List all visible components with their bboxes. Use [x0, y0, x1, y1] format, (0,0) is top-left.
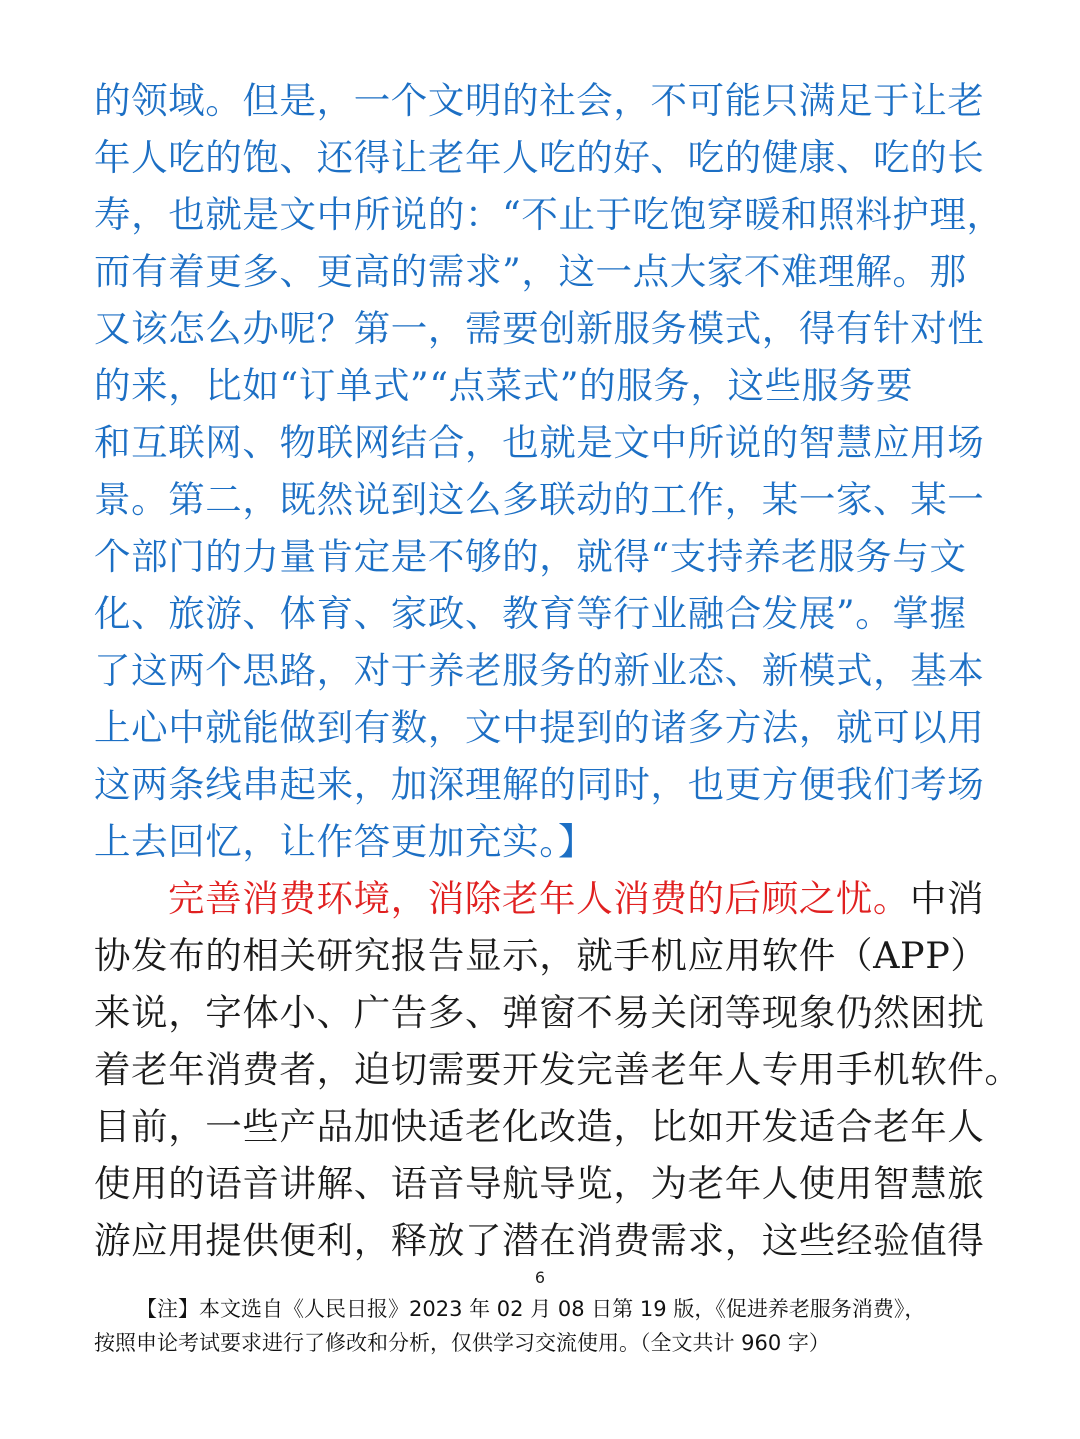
body-line: 着老年消费者，迫切需要开发完善老年人专用手机软件。 [94, 1048, 1022, 1091]
analysis-line: 了这两个思路，对于养老服务的新业态、新模式，基本 [94, 649, 985, 692]
body-first-line-rest: 中消 [910, 877, 985, 920]
body-line: 来说，字体小、广告多、弹窗不易关闭等现象仍然困扰 [94, 991, 985, 1034]
analysis-line: 的领域。但是，一个文明的社会，不可能只满足于让老 [94, 79, 985, 122]
analysis-line: 上心中就能做到有数，文中提到的诸多方法，就可以用 [94, 706, 985, 749]
body-line: 使用的语音讲解、语音导航导览，为老年人使用智慧旅 [94, 1162, 985, 1205]
analysis-line: 寿，也就是文中所说的：“不止于吃饱穿暖和照料护理， [94, 193, 1004, 236]
body-line: 游应用提供便利，释放了潜在消费需求，这些经验值得 [94, 1219, 985, 1262]
page-number: 6 [534, 1268, 546, 1287]
body-first-line [94, 870, 988, 927]
analysis-line: 上去回忆，让作答更加充实。】 [94, 820, 596, 863]
analysis-line: 这两条线串起来，加深理解的同时，也更方便我们考场 [94, 763, 985, 806]
body-line: 目前，一些产品加快适老化改造，比如开发适合老年人 [94, 1105, 985, 1148]
highlight-heading: 完善消费环境，消除老年人消费的后顾之忧。 [168, 877, 910, 920]
body-paragraph [94, 870, 1022, 1269]
page-content [94, 72, 1022, 1269]
footnote-line: 按照申论考试要求进行了修改和分析，仅供学习交流使用。（全文共计 960 字） [94, 1331, 830, 1355]
analysis-line: 和互联网、物联网结合，也就是文中所说的智慧应用场 [94, 421, 985, 464]
body-line: 协发布的相关研究报告显示，就手机应用软件（APP） [94, 934, 988, 977]
analysis-line: 而有着更多、更高的需求”，这一点大家不难理解。那 [94, 250, 967, 293]
analysis-line: 的来，比如“订单式”“点菜式”的服务，这些服务要 [94, 364, 914, 407]
analysis-line: 又该怎么办呢？第一，需要创新服务模式，得有针对性 [94, 307, 985, 350]
footnote [94, 1292, 1014, 1360]
analysis-line: 景。第二，既然说到这么多联动的工作，某一家、某一 [94, 478, 985, 521]
analysis-paragraph [94, 72, 1004, 870]
analysis-line: 年人吃的饱、还得让老年人吃的好、吃的健康、吃的长 [94, 136, 985, 179]
footnote-line: 【注】本文选自《人民日报》2023 年 02 月 08 日第 19 版，《促进养老服务消费》， [136, 1297, 926, 1321]
analysis-line: 个部门的力量肯定是不够的，就得“支持养老服务与文 [94, 535, 967, 578]
analysis-line: 化、旅游、体育、家政、教育等行业融合发展”。掌握 [94, 592, 967, 635]
